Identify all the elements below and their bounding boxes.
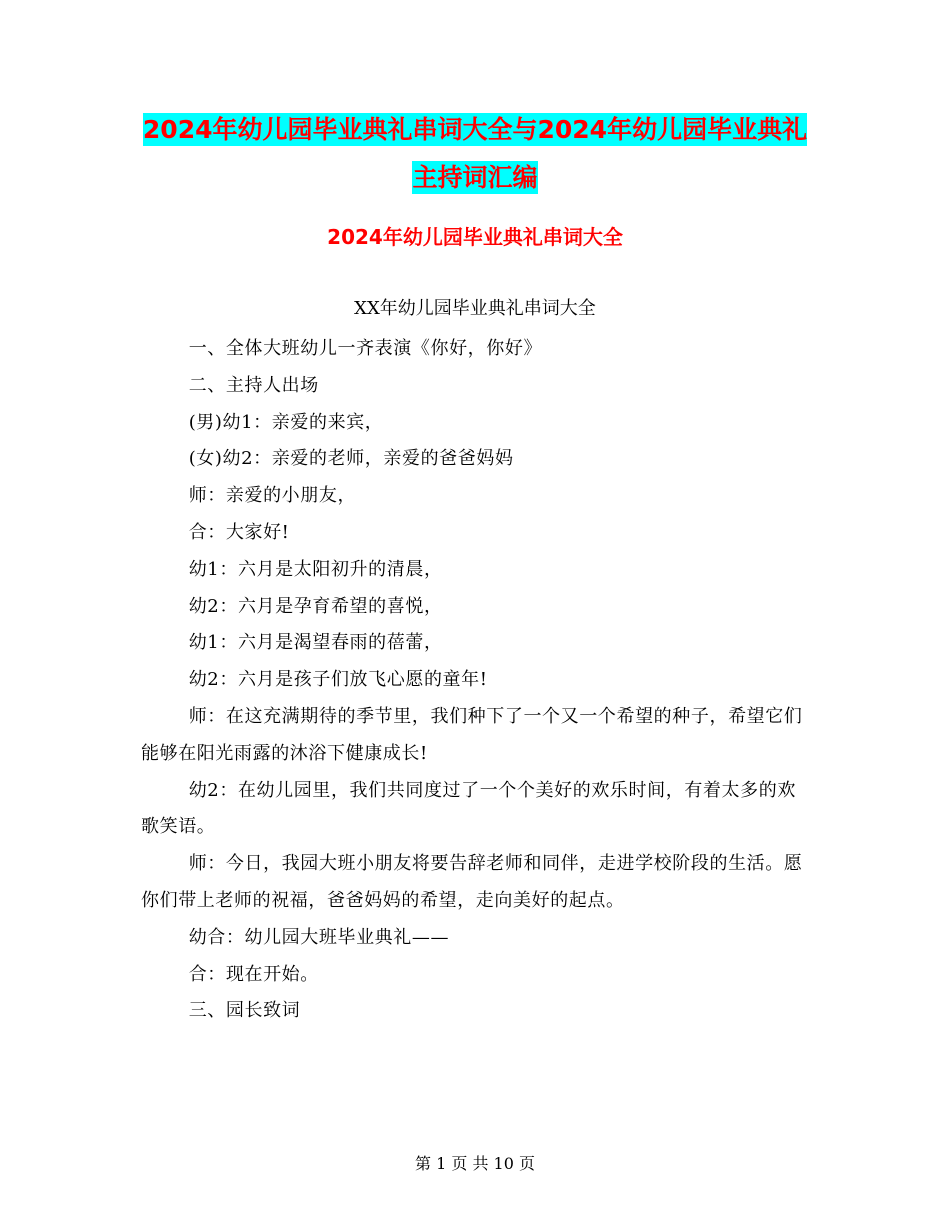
document-title — [140, 106, 810, 202]
paragraph: 合：现在开始。 — [188, 963, 319, 985]
paragraph: 幼1：六月是太阳初升的清晨， — [188, 558, 443, 580]
paragraph: 师：在这充满期待的季节里，我们种下了一个又一个希望的种子，希望它们能够在阳光雨露的沐浴下健康成长! — [141, 705, 803, 764]
paragraph: 幼2：六月是孕育希望的喜悦， — [188, 595, 443, 617]
paragraph: 幼2：在幼儿园里，我们共同度过了一个个美好的欢乐时间，有着太多的欢歌笑语。 — [141, 779, 796, 838]
paragraph: 二、主持人出场 — [188, 374, 319, 396]
paragraph: 师：今日，我园大班小朋友将要告辞老师和同伴，走进学校阶段的生活。愿你们带上老师的祝福，爸爸妈妈的希望，走向美好的起点。 — [141, 853, 803, 911]
paragraph: 三、园长致词 — [188, 1000, 301, 1022]
paragraph: 一、全体大班幼儿一齐表演《你好，你好》 — [188, 338, 543, 359]
paragraph: (女)幼2：亲爱的老师，亲爱的爸爸妈妈 — [188, 448, 514, 470]
paragraph: 师：亲爱的小朋友， — [188, 485, 357, 507]
document-title-text: 2024年幼儿园毕业典礼串词大全与2024年幼儿园毕业典礼主持词汇编 — [142, 115, 808, 192]
paragraph: 幼2：六月是孩子们放飞心愿的童年! — [188, 669, 488, 691]
paragraph: 幼合：幼儿园大班毕业典礼—— — [188, 926, 450, 948]
section-title: 2024年幼儿园毕业典礼串词大全 — [327, 225, 623, 249]
body-text — [141, 331, 811, 1030]
page-footer: 第 1 页 共 10 页 — [415, 1154, 535, 1173]
paragraph: 幼1：六月是渴望春雨的蓓蕾， — [188, 632, 443, 654]
paragraph: 合：大家好! — [188, 521, 290, 543]
paragraph: (男)幼1：亲爱的来宾， — [188, 411, 384, 433]
subtitle: XX年幼儿园毕业典礼串词大全 — [354, 298, 596, 319]
